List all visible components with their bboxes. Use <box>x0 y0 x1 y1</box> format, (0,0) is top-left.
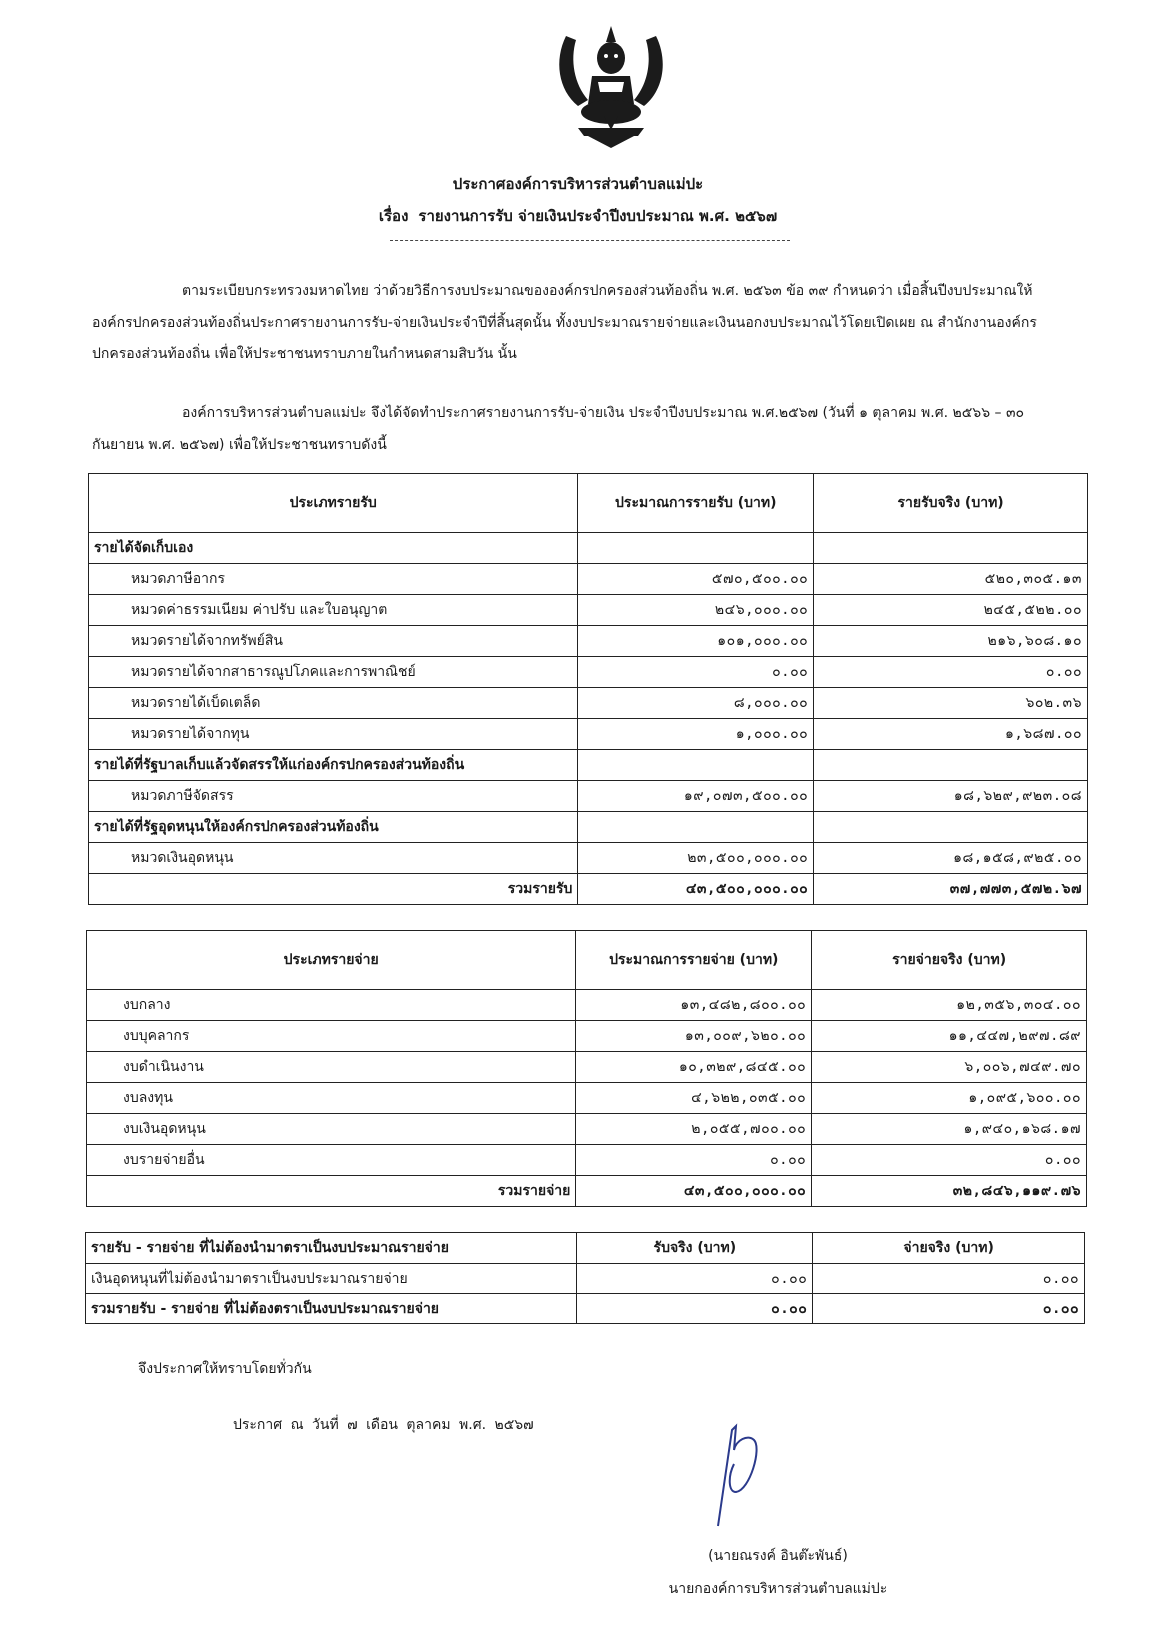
col-offbudget-type: รายรับ - รายจ่าย ที่ไม่ต้องนำมาตราเป็นงบประมาณรายจ่าย <box>86 1233 577 1264</box>
expense-estimate: ๑๓,๔๘๒,๘๐๐.๐๐ <box>576 990 812 1021</box>
expense-total-label: รวมรายจ่าย <box>87 1176 576 1207</box>
col-offbudget-received: รับจริง (บาท) <box>577 1233 813 1264</box>
expense-actual: ๐.๐๐ <box>812 1145 1087 1176</box>
expense-actual: ๑๑,๔๔๗,๒๙๗.๘๙ <box>812 1021 1087 1052</box>
table-row <box>89 626 1088 657</box>
expense-item-label: งบกลาง <box>87 990 576 1021</box>
col-expense-actual: รายจ่ายจริง (บาท) <box>812 931 1087 990</box>
col-offbudget-paid: จ่ายจริง (บาท) <box>813 1233 1085 1264</box>
income-estimate: ๑,๐๐๐.๐๐ <box>578 719 814 750</box>
table-row <box>89 812 1088 843</box>
expense-actual: ๖,๐๐๖,๗๔๙.๗๐ <box>812 1052 1087 1083</box>
income-total-row <box>89 874 1088 905</box>
income-estimate: ๕๗๐,๕๐๐.๐๐ <box>578 564 814 595</box>
expense-estimate: ๑๐,๓๒๙,๘๔๕.๐๐ <box>576 1052 812 1083</box>
income-actual: ๒๑๖,๖๐๘.๑๐ <box>814 626 1088 657</box>
expense-item-label: งบเงินอุดหนุน <box>87 1114 576 1145</box>
offbudget-paid: ๐.๐๐ <box>813 1264 1085 1294</box>
table-row <box>89 533 1088 564</box>
table-row <box>89 688 1088 719</box>
income-actual <box>814 750 1088 781</box>
signer-name: (นายณรงค์ อินต๊ะพันธ์) <box>708 1548 848 1564</box>
expense-item-label: งบลงทุน <box>87 1083 576 1114</box>
income-item-label: หมวดภาษีจัดสรร <box>89 781 578 812</box>
table-row <box>87 990 1087 1021</box>
col-expense-estimate: ประมาณการรายจ่าย (บาท) <box>576 931 812 990</box>
income-group-label: รายได้จัดเก็บเอง <box>89 533 578 564</box>
income-actual: ๖๐๒.๓๖ <box>814 688 1088 719</box>
income-estimate <box>578 533 814 564</box>
income-estimate: ๑๙,๐๗๓,๕๐๐.๐๐ <box>578 781 814 812</box>
income-item-label: หมวดเงินอุดหนุน <box>89 843 578 874</box>
expense-estimate: ๒,๐๕๕,๗๐๐.๐๐ <box>576 1114 812 1145</box>
subject-text: รายงานการรับ จ่ายเงินประจำปีงบประมาณ พ.ศ. ๒๕๖๗ <box>418 207 778 225</box>
garuda-emblem-icon <box>548 20 674 152</box>
income-actual: ๑๘,๑๕๘,๙๒๕.๐๐ <box>814 843 1088 874</box>
income-total-estimate: ๔๓,๕๐๐,๐๐๐.๐๐ <box>578 874 814 905</box>
table-row <box>87 1083 1087 1114</box>
separator-line <box>390 240 790 241</box>
expense-total-estimate: ๔๓,๕๐๐,๐๐๐.๐๐ <box>576 1176 812 1207</box>
expense-actual: ๑,๐๙๕,๖๐๐.๐๐ <box>812 1083 1087 1114</box>
offbudget-total-paid: ๐.๐๐ <box>813 1294 1085 1324</box>
expense-total-row <box>87 1176 1087 1207</box>
income-actual: ๐.๐๐ <box>814 657 1088 688</box>
income-actual: ๑๘,๖๒๙,๙๒๓.๐๘ <box>814 781 1088 812</box>
income-actual <box>814 533 1088 564</box>
announcement-title: ประกาศองค์การบริหารส่วนตำบลแม่ปะ <box>452 175 704 193</box>
expense-total-actual: ๓๒,๘๔๖,๑๑๙.๗๖ <box>812 1176 1087 1207</box>
table-row <box>86 1264 1085 1294</box>
expense-header-row <box>87 931 1087 990</box>
paragraph-2-text: องค์การบริหารส่วนตำบลแม่ปะ จึงได้จัดทำประกาศรายงานการรับ-จ่ายเงิน ประจำปีงบประมาณ พ.ศ.๒๕๖๗ (วันที่ ๑ ตุลาคม พ.ศ. ๒๕๖๖ – ๓๐ กันยายน พ.ศ. ๒๕๖๗) เพื่อให้ประชาชนทราบดังนี้ <box>92 405 1025 453</box>
table-row <box>89 843 1088 874</box>
table-row <box>89 781 1088 812</box>
body-paragraph-2 <box>92 398 1062 461</box>
table-row <box>87 1052 1087 1083</box>
offbudget-table <box>85 1232 1085 1324</box>
col-income-estimate: ประมาณการรายรับ (บาท) <box>578 474 814 533</box>
subject-label: เรื่อง <box>378 207 409 225</box>
expense-actual: ๑๒,๓๕๖,๓๐๔.๐๐ <box>812 990 1087 1021</box>
offbudget-total-row <box>86 1294 1085 1324</box>
income-estimate <box>578 750 814 781</box>
signer-title: นายกองค์การบริหารส่วนตำบลแม่ปะ <box>668 1581 888 1597</box>
col-expense-type: ประเภทรายจ่าย <box>87 931 576 990</box>
income-estimate: ๒๓,๕๐๐,๐๐๐.๐๐ <box>578 843 814 874</box>
expense-item-label: งบดำเนินงาน <box>87 1052 576 1083</box>
announcement-date: ประกาศ ณ วันที่ ๗ เดือน ตุลาคม พ.ศ. ๒๕๖๗ <box>233 1417 534 1433</box>
table-row <box>89 595 1088 626</box>
income-item-label: หมวดค่าธรรมเนียม ค่าปรับ และใบอนุญาต <box>89 595 578 626</box>
income-item-label: หมวดภาษีอากร <box>89 564 578 595</box>
table-row <box>87 1114 1087 1145</box>
income-total-actual: ๓๗,๗๗๓,๕๗๒.๖๗ <box>814 874 1088 905</box>
offbudget-total-label: รวมรายรับ - รายจ่าย ที่ไม่ต้องตราเป็นงบประมาณรายจ่าย <box>86 1294 577 1324</box>
income-item-label: หมวดรายได้จากทรัพย์สิน <box>89 626 578 657</box>
expense-estimate: ๔,๖๒๒,๐๓๕.๐๐ <box>576 1083 812 1114</box>
signature-icon <box>714 1420 784 1530</box>
offbudget-item-label: เงินอุดหนุนที่ไม่ต้องนำมาตราเป็นงบประมาณรายจ่าย <box>86 1264 577 1294</box>
income-estimate <box>578 812 814 843</box>
expense-table <box>86 930 1087 1207</box>
offbudget-total-received: ๐.๐๐ <box>577 1294 813 1324</box>
table-row <box>89 750 1088 781</box>
income-actual: ๒๔๕,๕๒๒.๐๐ <box>814 595 1088 626</box>
table-row <box>89 719 1088 750</box>
expense-item-label: งบบุคลากร <box>87 1021 576 1052</box>
col-income-actual: รายรับจริง (บาท) <box>814 474 1088 533</box>
announcement-subject <box>0 204 1156 228</box>
income-actual: ๕๒๐,๓๐๕.๑๓ <box>814 564 1088 595</box>
income-actual <box>814 812 1088 843</box>
closing-statement: จึงประกาศให้ทราบโดยทั่วกัน <box>138 1361 312 1377</box>
expense-item-label: งบรายจ่ายอื่น <box>87 1145 576 1176</box>
income-group-label: รายได้ที่รัฐอุดหนุนให้องค์กรปกครองส่วนท้องถิ่น <box>89 812 578 843</box>
income-estimate: ๘,๐๐๐.๐๐ <box>578 688 814 719</box>
offbudget-header-row <box>86 1233 1085 1264</box>
income-item-label: หมวดรายได้จากทุน <box>89 719 578 750</box>
expense-estimate: ๑๓,๐๐๙,๖๒๐.๐๐ <box>576 1021 812 1052</box>
table-row <box>89 657 1088 688</box>
income-total-label: รวมรายรับ <box>89 874 578 905</box>
income-estimate: ๑๐๑,๐๐๐.๐๐ <box>578 626 814 657</box>
income-table <box>88 473 1088 905</box>
expense-actual: ๑,๙๔๐,๑๖๘.๑๗ <box>812 1114 1087 1145</box>
income-actual: ๑,๖๘๗.๐๐ <box>814 719 1088 750</box>
paragraph-1-text: ตามระเบียบกระทรวงมหาดไทย ว่าด้วยวิธีการงบประมาณขององค์กรปกครองส่วนท้องถิ่น พ.ศ. ๒๕๖๓ ข้อ ๓๙ กำหนดว่า เมื่อสิ้นปีงบประมาณให้องค์กรปกครองส่วนท้องถิ่นประกาศรายงานการรับ-จ่ายเงินประจำปีที่สิ้นสุดนั้น ทั้งงบประมาณรายจ่ายและเงินนอกงบประมาณไว้โดยเปิดเผย ณ สำนักงานองค์กรปกครองส่วนท้องถิ่น เพื่อให้ประชาชนทราบภายในกำหนดสามสิบวัน นั้น <box>92 283 1037 362</box>
expense-estimate: ๐.๐๐ <box>576 1145 812 1176</box>
table-row <box>87 1021 1087 1052</box>
table-row <box>87 1145 1087 1176</box>
col-income-type: ประเภทรายรับ <box>89 474 578 533</box>
income-group-label: รายได้ที่รัฐบาลเก็บแล้วจัดสรรให้แก่องค์กรปกครองส่วนท้องถิ่น <box>89 750 578 781</box>
table-row <box>89 564 1088 595</box>
offbudget-received: ๐.๐๐ <box>577 1264 813 1294</box>
income-estimate: ๐.๐๐ <box>578 657 814 688</box>
income-item-label: หมวดรายได้เบ็ดเตล็ด <box>89 688 578 719</box>
income-estimate: ๒๔๖,๐๐๐.๐๐ <box>578 595 814 626</box>
income-item-label: หมวดรายได้จากสาธารณูปโภคและการพาณิชย์ <box>89 657 578 688</box>
body-paragraph-1 <box>92 276 1062 371</box>
income-header-row <box>89 474 1088 533</box>
